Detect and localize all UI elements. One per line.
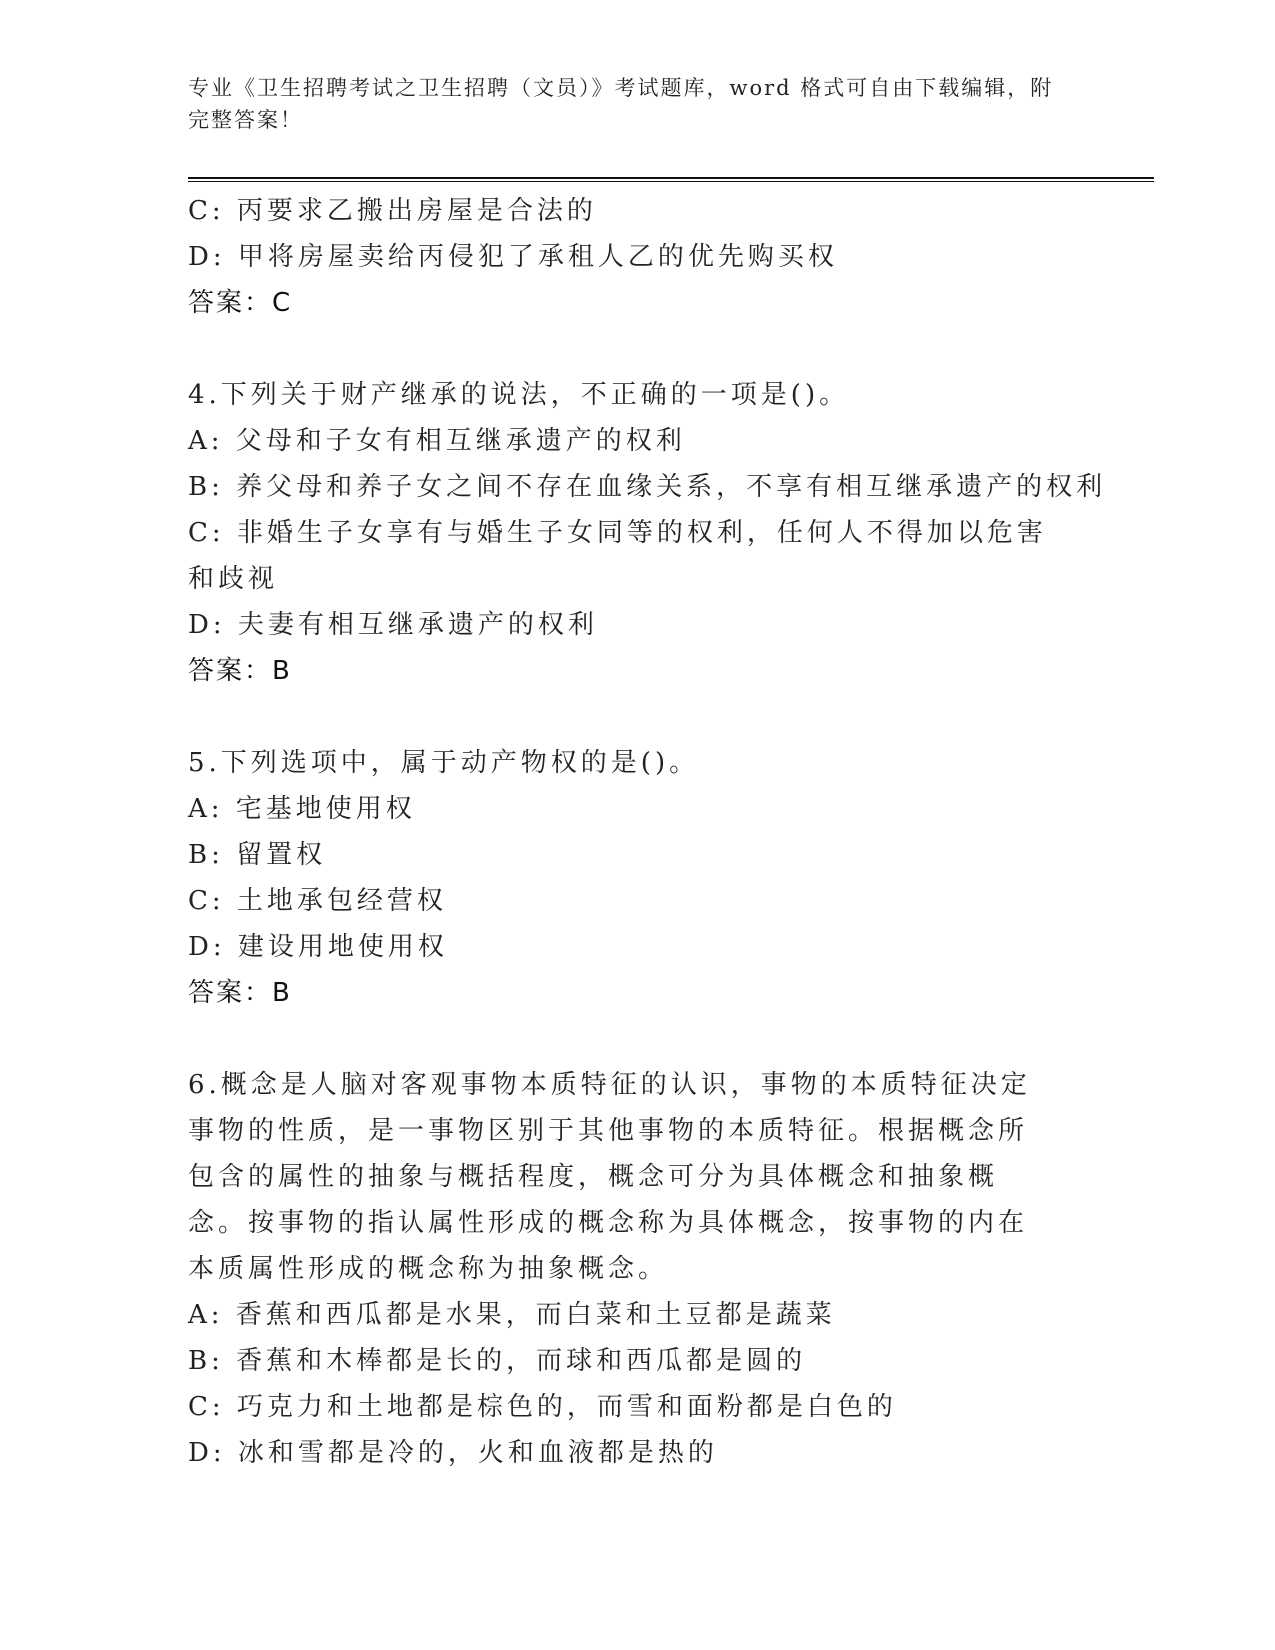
header-divider-thin (188, 181, 1154, 182)
option-a: A: 香蕉和西瓜都是水果，而白菜和土豆都是蔬菜 (188, 1300, 836, 1330)
question-3-continuation (188, 188, 1088, 326)
question-stem: 4.下列关于财产继承的说法，不正确的一项是()。 (188, 380, 850, 410)
question-6 (188, 1062, 1088, 1476)
option-d: D: 建设用地使用权 (188, 932, 448, 962)
option-c: C: 丙要求乙搬出房屋是合法的 (188, 196, 597, 226)
question-content (188, 188, 1107, 1476)
option-b: B: 留置权 (188, 840, 327, 870)
question-5 (188, 740, 1088, 1016)
answer-label: 答案：C (188, 288, 293, 318)
option-b: B: 香蕉和木棒都是长的，而球和西瓜都是圆的 (188, 1346, 807, 1376)
question-4 (188, 372, 1107, 694)
option-d: D: 冰和雪都是冷的，火和血液都是热的 (188, 1438, 718, 1468)
option-d: D: 甲将房屋卖给丙侵犯了承租人乙的优先购买权 (188, 242, 838, 272)
question-stem: 5.下列选项中，属于动产物权的是()。 (188, 748, 700, 778)
option-d: D: 夫妻有相互继承遗产的权利 (188, 610, 598, 640)
option-b: B: 养父母和养子女之间不存在血缘关系，不享有相互继承遗产的权利 (188, 472, 1107, 502)
option-c: C: 土地承包经营权 (188, 886, 447, 916)
option-a: A: 父母和子女有相互继承遗产的权利 (188, 426, 686, 456)
answer-label: 答案：B (188, 656, 292, 686)
option-a: A: 宅基地使用权 (188, 794, 416, 824)
page-header: 专业《卫生招聘考试之卫生招聘（文员）》考试题库，word 格式可自由下载编辑，附完整答案！ (188, 76, 1054, 132)
option-c: C: 巧克力和土地都是棕色的，而雪和面粉都是白色的 (188, 1392, 897, 1422)
header-divider (188, 177, 1154, 179)
option-c: C: 非婚生子女享有与婚生子女同等的权利，任何人不得加以危害和歧视 (188, 518, 1047, 594)
answer-label: 答案：B (188, 978, 292, 1008)
question-stem: 6.概念是人脑对客观事物本质特征的认识，事物的本质特征决定事物的性质，是一事物区别于其他事物的本质特征。根据概念所包含的属性的抽象与概括程度，概念可分为具体概念和抽象概念。按事物的指认属性形成的概念称为具体概念，按事物的内在本质属性形成的概念称为抽象概念。 (188, 1070, 1031, 1284)
